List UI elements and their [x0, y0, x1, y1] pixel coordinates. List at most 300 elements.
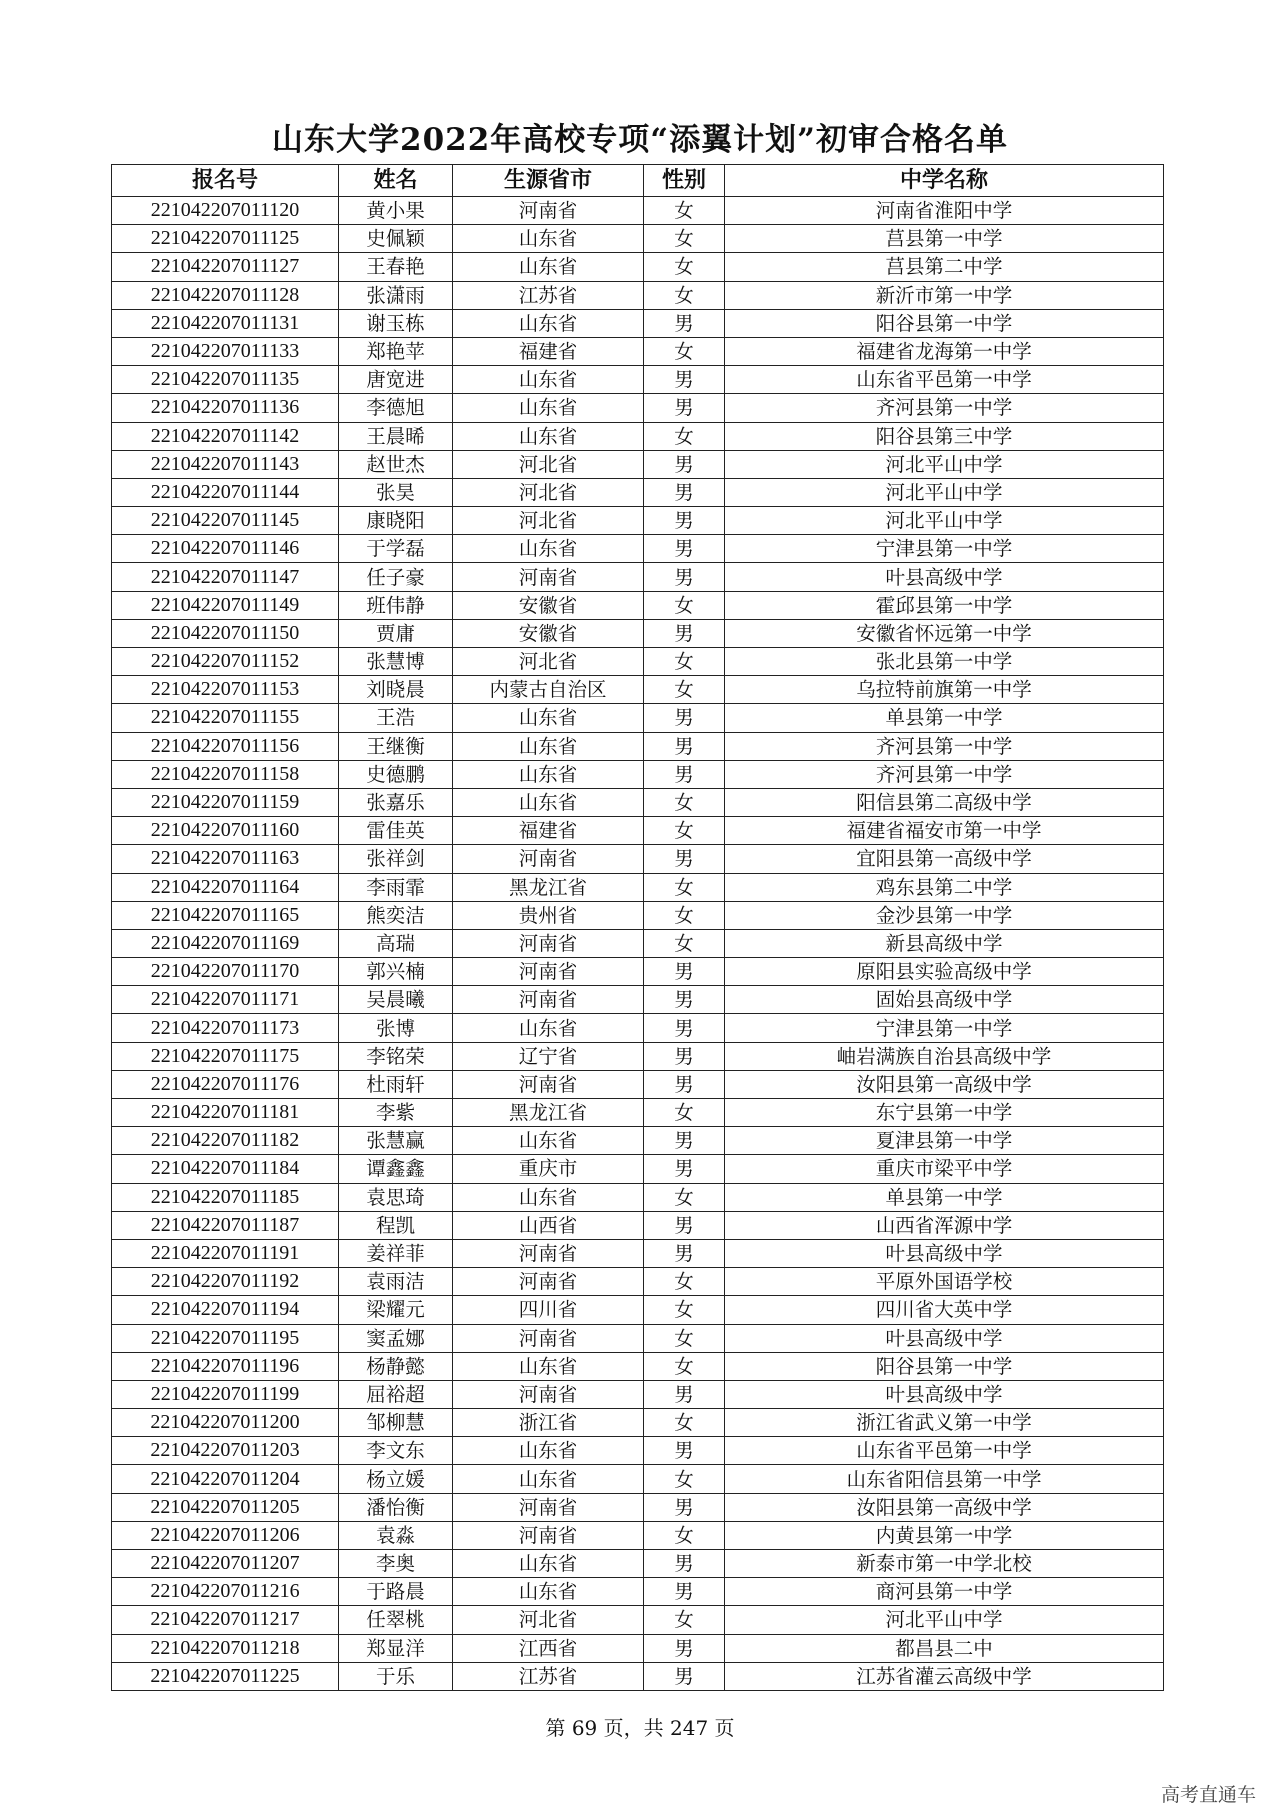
table-row [112, 704, 1164, 732]
province-cell: 河南省 [453, 1380, 644, 1408]
school-cell: 山东省平邑第一中学 [725, 366, 1164, 394]
gender-cell: 女 [644, 1352, 725, 1380]
table-row [112, 1155, 1164, 1183]
province-cell: 山东省 [453, 253, 644, 281]
name-cell: 张慧博 [339, 648, 453, 676]
table-row [112, 225, 1164, 253]
name-cell: 张祥剑 [339, 845, 453, 873]
province-cell: 山东省 [453, 394, 644, 422]
school-cell: 宁津县第一中学 [725, 535, 1164, 563]
school-cell: 山东省平邑第一中学 [725, 1437, 1164, 1465]
table-row [112, 1296, 1164, 1324]
gender-cell: 女 [644, 197, 725, 225]
gender-cell: 男 [644, 732, 725, 760]
registration-number-cell: 221042207011133 [112, 337, 339, 365]
school-cell: 莒县第二中学 [725, 253, 1164, 281]
name-cell: 任翠桃 [339, 1606, 453, 1634]
province-cell: 黑龙江省 [453, 1099, 644, 1127]
province-cell: 山东省 [453, 225, 644, 253]
registration-number-cell: 221042207011131 [112, 309, 339, 337]
registration-number-cell: 221042207011204 [112, 1465, 339, 1493]
registration-number-cell: 221042207011169 [112, 929, 339, 957]
school-cell: 浙江省武义第一中学 [725, 1409, 1164, 1437]
registration-number-cell: 221042207011159 [112, 788, 339, 816]
name-cell: 王春艳 [339, 253, 453, 281]
gender-cell: 女 [644, 1465, 725, 1493]
gender-cell: 女 [644, 817, 725, 845]
gender-cell: 女 [644, 1183, 725, 1211]
school-cell: 新县高级中学 [725, 929, 1164, 957]
table-row [112, 1493, 1164, 1521]
name-cell: 袁淼 [339, 1521, 453, 1549]
table-row [112, 507, 1164, 535]
table-row [112, 788, 1164, 816]
table-row [112, 1465, 1164, 1493]
province-cell: 河南省 [453, 1521, 644, 1549]
name-cell: 李铭荣 [339, 1042, 453, 1070]
school-cell: 山西省浑源中学 [725, 1211, 1164, 1239]
name-cell: 李德旭 [339, 394, 453, 422]
gender-cell: 女 [644, 1324, 725, 1352]
gender-cell: 男 [644, 958, 725, 986]
table-row [112, 1239, 1164, 1267]
table-row [112, 1070, 1164, 1098]
table-row [112, 1324, 1164, 1352]
registration-number-cell: 221042207011207 [112, 1550, 339, 1578]
province-cell: 山东省 [453, 704, 644, 732]
gender-cell: 男 [644, 535, 725, 563]
gender-cell: 女 [644, 281, 725, 309]
table-row [112, 1437, 1164, 1465]
registration-number-cell: 221042207011196 [112, 1352, 339, 1380]
school-cell: 齐河县第一中学 [725, 760, 1164, 788]
table-row [112, 281, 1164, 309]
school-cell: 叶县高级中学 [725, 1324, 1164, 1352]
province-cell: 黑龙江省 [453, 873, 644, 901]
table-row [112, 1127, 1164, 1155]
school-cell: 固始县高级中学 [725, 986, 1164, 1014]
school-cell: 江苏省灌云高级中学 [725, 1662, 1164, 1690]
name-cell: 窦孟娜 [339, 1324, 453, 1352]
registration-number-cell: 221042207011217 [112, 1606, 339, 1634]
province-cell: 河南省 [453, 1324, 644, 1352]
table-row [112, 563, 1164, 591]
registration-number-cell: 221042207011205 [112, 1493, 339, 1521]
registration-number-cell: 221042207011225 [112, 1662, 339, 1690]
name-cell: 史德鹏 [339, 760, 453, 788]
header-name: 姓名 [339, 165, 453, 197]
name-cell: 雷佳英 [339, 817, 453, 845]
registration-number-cell: 221042207011200 [112, 1409, 339, 1437]
gender-cell: 女 [644, 648, 725, 676]
registration-number-cell: 221042207011185 [112, 1183, 339, 1211]
gender-cell: 女 [644, 873, 725, 901]
page-title: 山东大学2022年高校专项“添翼计划”初审合格名单 [272, 122, 1008, 158]
province-cell: 山东省 [453, 1465, 644, 1493]
school-cell: 福建省福安市第一中学 [725, 817, 1164, 845]
gender-cell: 女 [644, 929, 725, 957]
school-cell: 河北平山中学 [725, 507, 1164, 535]
gender-cell: 男 [644, 563, 725, 591]
table-row [112, 986, 1164, 1014]
school-cell: 河南省淮阳中学 [725, 197, 1164, 225]
gender-cell: 男 [644, 1550, 725, 1578]
school-cell: 宜阳县第一高级中学 [725, 845, 1164, 873]
province-cell: 河北省 [453, 648, 644, 676]
gender-cell: 女 [644, 1409, 725, 1437]
province-cell: 山东省 [453, 366, 644, 394]
name-cell: 王晨晞 [339, 422, 453, 450]
school-cell: 阳信县第二高级中学 [725, 788, 1164, 816]
school-cell: 安徽省怀远第一中学 [725, 619, 1164, 647]
name-cell: 杨立媛 [339, 1465, 453, 1493]
table-row [112, 1409, 1164, 1437]
name-cell: 张潇雨 [339, 281, 453, 309]
school-cell: 原阳县实验高级中学 [725, 958, 1164, 986]
table-row [112, 253, 1164, 281]
table-row [112, 929, 1164, 957]
school-cell: 汝阳县第一高级中学 [725, 1493, 1164, 1521]
name-cell: 李紫 [339, 1099, 453, 1127]
name-cell: 于学磊 [339, 535, 453, 563]
school-cell: 金沙县第一中学 [725, 901, 1164, 929]
school-cell: 内黄县第一中学 [725, 1521, 1164, 1549]
name-cell: 张昊 [339, 478, 453, 506]
gender-cell: 男 [644, 1070, 725, 1098]
name-cell: 谭鑫鑫 [339, 1155, 453, 1183]
registration-number-cell: 221042207011173 [112, 1014, 339, 1042]
province-cell: 辽宁省 [453, 1042, 644, 1070]
table-row [112, 1606, 1164, 1634]
province-cell: 河南省 [453, 1070, 644, 1098]
table-row [112, 1634, 1164, 1662]
school-cell: 齐河县第一中学 [725, 732, 1164, 760]
school-cell: 齐河县第一中学 [725, 394, 1164, 422]
school-cell: 叶县高级中学 [725, 1380, 1164, 1408]
name-cell: 袁思琦 [339, 1183, 453, 1211]
table-row [112, 478, 1164, 506]
registration-number-cell: 221042207011192 [112, 1268, 339, 1296]
registration-number-cell: 221042207011163 [112, 845, 339, 873]
school-cell: 张北县第一中学 [725, 648, 1164, 676]
name-cell: 谢玉栋 [339, 309, 453, 337]
table-row [112, 619, 1164, 647]
province-cell: 山东省 [453, 1014, 644, 1042]
registration-number-cell: 221042207011194 [112, 1296, 339, 1324]
table-row [112, 901, 1164, 929]
school-cell: 叶县高级中学 [725, 563, 1164, 591]
province-cell: 山东省 [453, 1183, 644, 1211]
gender-cell: 女 [644, 1099, 725, 1127]
province-cell: 江苏省 [453, 281, 644, 309]
school-cell: 单县第一中学 [725, 1183, 1164, 1211]
province-cell: 河北省 [453, 450, 644, 478]
table-row [112, 1662, 1164, 1690]
school-cell: 山东省阳信县第一中学 [725, 1465, 1164, 1493]
roster-table [111, 164, 1164, 1691]
name-cell: 李文东 [339, 1437, 453, 1465]
gender-cell: 男 [644, 1014, 725, 1042]
registration-number-cell: 221042207011218 [112, 1634, 339, 1662]
table-row [112, 760, 1164, 788]
province-cell: 山东省 [453, 760, 644, 788]
registration-number-cell: 221042207011120 [112, 197, 339, 225]
table-row [112, 1042, 1164, 1070]
gender-cell: 男 [644, 1155, 725, 1183]
registration-number-cell: 221042207011203 [112, 1437, 339, 1465]
name-cell: 刘晓晨 [339, 676, 453, 704]
gender-cell: 男 [644, 1127, 725, 1155]
name-cell: 郭兴楠 [339, 958, 453, 986]
province-cell: 河北省 [453, 507, 644, 535]
gender-cell: 男 [644, 507, 725, 535]
registration-number-cell: 221042207011184 [112, 1155, 339, 1183]
province-cell: 山东省 [453, 1437, 644, 1465]
name-cell: 郑艳苹 [339, 337, 453, 365]
gender-cell: 男 [644, 1662, 725, 1690]
registration-number-cell: 221042207011199 [112, 1380, 339, 1408]
province-cell: 河南省 [453, 845, 644, 873]
table-row [112, 366, 1164, 394]
school-cell: 宁津县第一中学 [725, 1014, 1164, 1042]
province-cell: 山东省 [453, 732, 644, 760]
table-row [112, 648, 1164, 676]
registration-number-cell: 221042207011147 [112, 563, 339, 591]
province-cell: 四川省 [453, 1296, 644, 1324]
registration-number-cell: 221042207011160 [112, 817, 339, 845]
table-row [112, 1521, 1164, 1549]
table-row [112, 1099, 1164, 1127]
school-cell: 莒县第一中学 [725, 225, 1164, 253]
registration-number-cell: 221042207011181 [112, 1099, 339, 1127]
province-cell: 河南省 [453, 929, 644, 957]
name-cell: 于路晨 [339, 1578, 453, 1606]
table-row [112, 873, 1164, 901]
table-row [112, 309, 1164, 337]
table-row [112, 817, 1164, 845]
registration-number-cell: 221042207011155 [112, 704, 339, 732]
gender-cell: 男 [644, 760, 725, 788]
registration-number-cell: 221042207011182 [112, 1127, 339, 1155]
registration-number-cell: 221042207011195 [112, 1324, 339, 1352]
province-cell: 福建省 [453, 337, 644, 365]
gender-cell: 男 [644, 1042, 725, 1070]
province-cell: 安徽省 [453, 591, 644, 619]
province-cell: 山东省 [453, 788, 644, 816]
name-cell: 姜祥菲 [339, 1239, 453, 1267]
school-cell: 阳谷县第三中学 [725, 422, 1164, 450]
registration-number-cell: 221042207011191 [112, 1239, 339, 1267]
registration-number-cell: 221042207011135 [112, 366, 339, 394]
province-cell: 河南省 [453, 1493, 644, 1521]
province-cell: 山东省 [453, 309, 644, 337]
table-row [112, 197, 1164, 225]
registration-number-cell: 221042207011156 [112, 732, 339, 760]
gender-cell: 男 [644, 986, 725, 1014]
registration-number-cell: 221042207011175 [112, 1042, 339, 1070]
name-cell: 赵世杰 [339, 450, 453, 478]
province-cell: 河南省 [453, 1239, 644, 1267]
registration-number-cell: 221042207011164 [112, 873, 339, 901]
province-cell: 河南省 [453, 197, 644, 225]
table-row [112, 1211, 1164, 1239]
name-cell: 王继衡 [339, 732, 453, 760]
gender-cell: 女 [644, 422, 725, 450]
province-cell: 山东省 [453, 1578, 644, 1606]
gender-cell: 女 [644, 676, 725, 704]
name-cell: 高瑞 [339, 929, 453, 957]
table-row [112, 732, 1164, 760]
province-cell: 河南省 [453, 563, 644, 591]
name-cell: 梁耀元 [339, 1296, 453, 1324]
name-cell: 屈裕超 [339, 1380, 453, 1408]
school-cell: 叶县高级中学 [725, 1239, 1164, 1267]
school-cell: 鸡东县第二中学 [725, 873, 1164, 901]
name-cell: 康晓阳 [339, 507, 453, 535]
registration-number-cell: 221042207011127 [112, 253, 339, 281]
name-cell: 李奥 [339, 1550, 453, 1578]
school-cell: 汝阳县第一高级中学 [725, 1070, 1164, 1098]
school-cell: 岫岩满族自治县高级中学 [725, 1042, 1164, 1070]
school-cell: 都昌县二中 [725, 1634, 1164, 1662]
gender-cell: 女 [644, 901, 725, 929]
school-cell: 夏津县第一中学 [725, 1127, 1164, 1155]
gender-cell: 男 [644, 1493, 725, 1521]
gender-cell: 女 [644, 253, 725, 281]
table-row [112, 450, 1164, 478]
school-cell: 单县第一中学 [725, 704, 1164, 732]
gender-cell: 男 [644, 1380, 725, 1408]
table-row [112, 1352, 1164, 1380]
registration-number-cell: 221042207011125 [112, 225, 339, 253]
province-cell: 江西省 [453, 1634, 644, 1662]
school-cell: 商河县第一中学 [725, 1578, 1164, 1606]
header-gender: 性别 [644, 165, 725, 197]
school-cell: 河北平山中学 [725, 478, 1164, 506]
gender-cell: 男 [644, 1239, 725, 1267]
gender-cell: 男 [644, 1211, 725, 1239]
province-cell: 江苏省 [453, 1662, 644, 1690]
table-body [112, 197, 1164, 1691]
gender-cell: 女 [644, 337, 725, 365]
name-cell: 于乐 [339, 1662, 453, 1690]
name-cell: 王浩 [339, 704, 453, 732]
table-row [112, 845, 1164, 873]
province-cell: 福建省 [453, 817, 644, 845]
registration-number-cell: 221042207011145 [112, 507, 339, 535]
school-cell: 新泰市第一中学北校 [725, 1550, 1164, 1578]
school-cell: 平原外国语学校 [725, 1268, 1164, 1296]
registration-number-cell: 221042207011128 [112, 281, 339, 309]
province-cell: 山东省 [453, 1352, 644, 1380]
registration-number-cell: 221042207011171 [112, 986, 339, 1014]
header-school: 中学名称 [725, 165, 1164, 197]
gender-cell: 男 [644, 704, 725, 732]
gender-cell: 男 [644, 1578, 725, 1606]
table-header-row [112, 165, 1164, 197]
gender-cell: 男 [644, 366, 725, 394]
header-province: 生源省市 [453, 165, 644, 197]
name-cell: 贾庸 [339, 619, 453, 647]
name-cell: 吴晨曦 [339, 986, 453, 1014]
province-cell: 河南省 [453, 1268, 644, 1296]
school-cell: 河北平山中学 [725, 450, 1164, 478]
table-row [112, 1578, 1164, 1606]
registration-number-cell: 221042207011136 [112, 394, 339, 422]
gender-cell: 男 [644, 1437, 725, 1465]
school-cell: 四川省大英中学 [725, 1296, 1164, 1324]
table-row [112, 394, 1164, 422]
registration-number-cell: 221042207011152 [112, 648, 339, 676]
province-cell: 安徽省 [453, 619, 644, 647]
province-cell: 山西省 [453, 1211, 644, 1239]
gender-cell: 女 [644, 225, 725, 253]
registration-number-cell: 221042207011187 [112, 1211, 339, 1239]
registration-number-cell: 221042207011143 [112, 450, 339, 478]
table-row [112, 1550, 1164, 1578]
province-cell: 浙江省 [453, 1409, 644, 1437]
name-cell: 袁雨洁 [339, 1268, 453, 1296]
registration-number-cell: 221042207011149 [112, 591, 339, 619]
table-row [112, 337, 1164, 365]
school-cell: 东宁县第一中学 [725, 1099, 1164, 1127]
name-cell: 张慧赢 [339, 1127, 453, 1155]
name-cell: 黄小果 [339, 197, 453, 225]
name-cell: 郑显洋 [339, 1634, 453, 1662]
registration-number-cell: 221042207011216 [112, 1578, 339, 1606]
gender-cell: 女 [644, 788, 725, 816]
table-row [112, 1380, 1164, 1408]
province-cell: 山东省 [453, 1550, 644, 1578]
province-cell: 重庆市 [453, 1155, 644, 1183]
registration-number-cell: 221042207011150 [112, 619, 339, 647]
gender-cell: 男 [644, 450, 725, 478]
gender-cell: 男 [644, 478, 725, 506]
school-cell: 福建省龙海第一中学 [725, 337, 1164, 365]
registration-number-cell: 221042207011158 [112, 760, 339, 788]
header-registration-number: 报名号 [112, 165, 339, 197]
name-cell: 程凯 [339, 1211, 453, 1239]
province-cell: 山东省 [453, 535, 644, 563]
school-cell: 河北平山中学 [725, 1606, 1164, 1634]
name-cell: 杨静懿 [339, 1352, 453, 1380]
school-cell: 重庆市梁平中学 [725, 1155, 1164, 1183]
name-cell: 张嘉乐 [339, 788, 453, 816]
table-row [112, 535, 1164, 563]
gender-cell: 男 [644, 845, 725, 873]
province-cell: 河南省 [453, 986, 644, 1014]
table-row [112, 958, 1164, 986]
name-cell: 李雨霏 [339, 873, 453, 901]
name-cell: 史佩颖 [339, 225, 453, 253]
name-cell: 潘怡衡 [339, 1493, 453, 1521]
school-cell: 阳谷县第一中学 [725, 1352, 1164, 1380]
registration-number-cell: 221042207011144 [112, 478, 339, 506]
name-cell: 邹柳慧 [339, 1409, 453, 1437]
table-row [112, 591, 1164, 619]
table-row [112, 422, 1164, 450]
province-cell: 河南省 [453, 958, 644, 986]
registration-number-cell: 221042207011176 [112, 1070, 339, 1098]
gender-cell: 男 [644, 394, 725, 422]
name-cell: 任子豪 [339, 563, 453, 591]
school-cell: 新沂市第一中学 [725, 281, 1164, 309]
province-cell: 河北省 [453, 1606, 644, 1634]
gender-cell: 女 [644, 1521, 725, 1549]
name-cell: 唐宽进 [339, 366, 453, 394]
registration-number-cell: 221042207011142 [112, 422, 339, 450]
name-cell: 张博 [339, 1014, 453, 1042]
